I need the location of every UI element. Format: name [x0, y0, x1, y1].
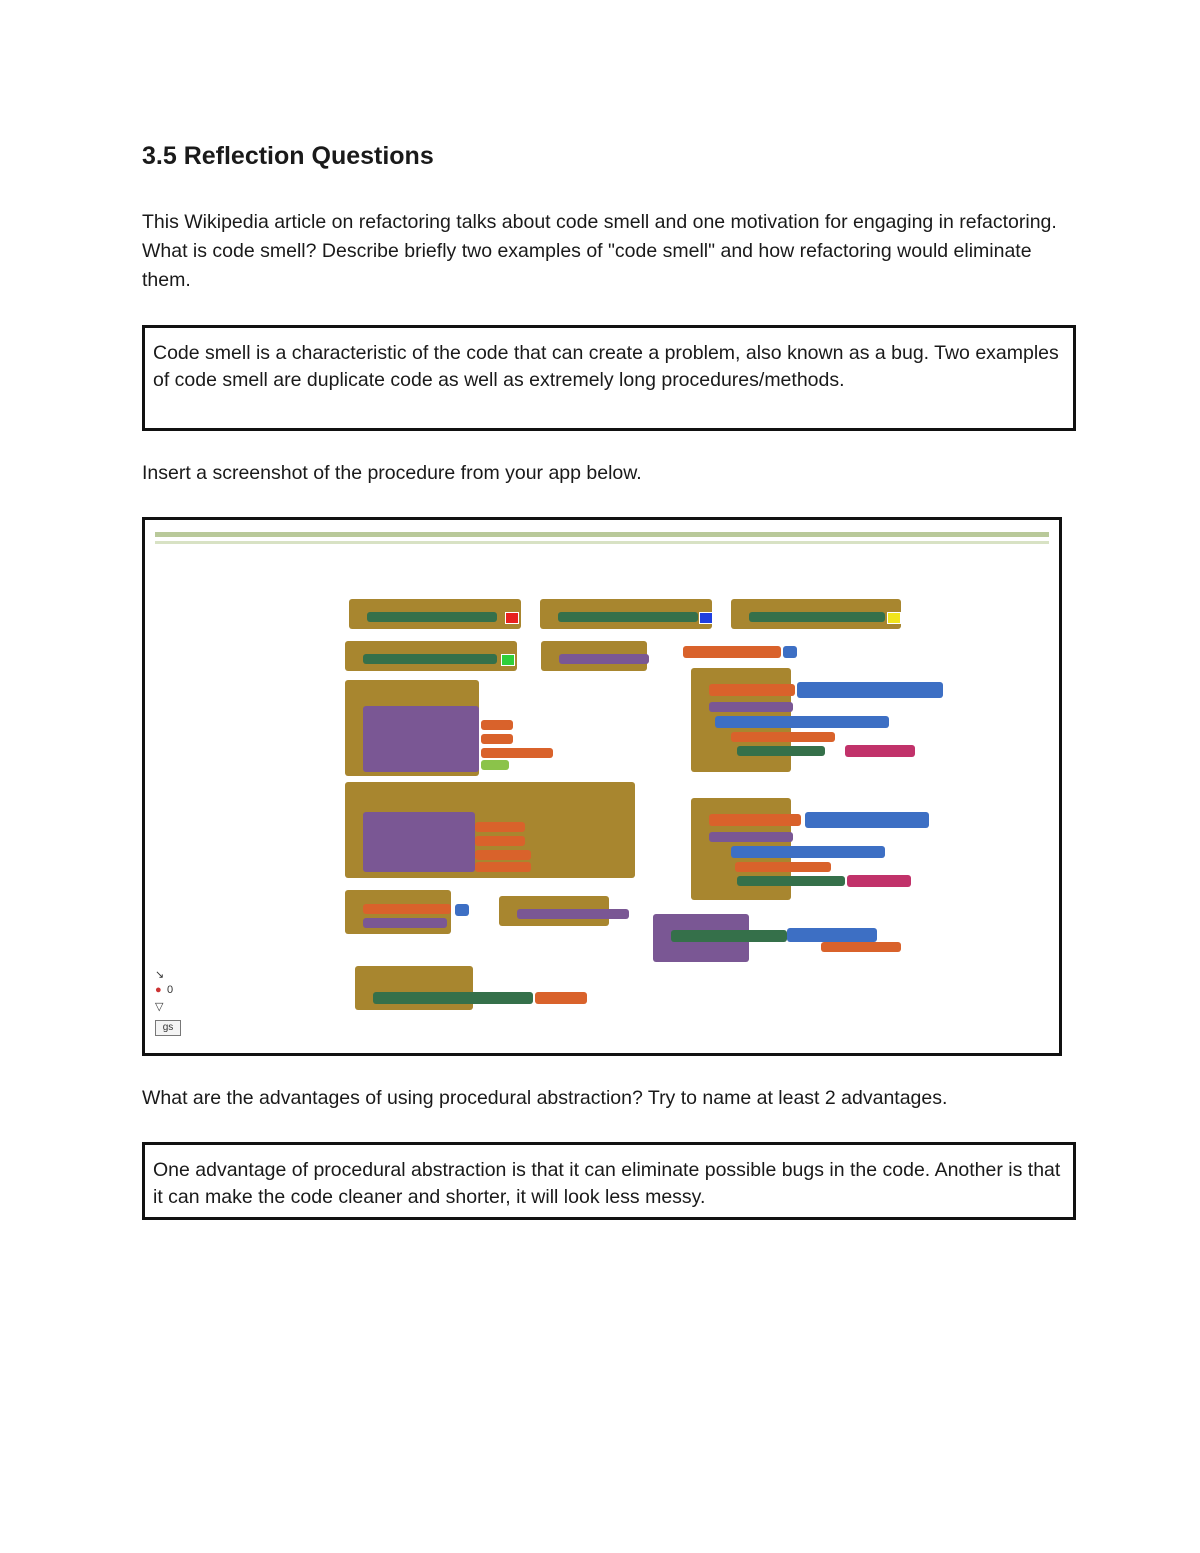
number-block — [783, 646, 797, 658]
set-paintcolor-block — [558, 612, 698, 622]
zoom-box: gs — [155, 1020, 181, 1036]
yellow-swatch — [887, 612, 901, 624]
draw-line-block — [363, 812, 475, 872]
set-global-dotsize-block — [363, 904, 451, 914]
answer-box-code-smell — [142, 325, 1076, 431]
set-global-block — [735, 862, 831, 872]
error-indicator-icon: ● — [155, 984, 162, 996]
initialize-global-block — [683, 646, 781, 658]
app-blocks-screenshot — [142, 517, 1062, 1056]
green-swatch — [501, 654, 515, 666]
answer-code-smell: Code smell is a characteristic of the code that can create a problem, also known as a bug. Two examples of code smell are duplicate code as well as extremely long procedures/methods. — [153, 342, 1059, 391]
question-code-smell: This Wikipedia article on refactoring talks about code smell and one motivation for engaging in refactoring. What is code smell? Describe briefly two examples of "code smell" and how refactoring would eliminate them. — [142, 211, 1057, 291]
set-paintcolor-block — [363, 654, 497, 664]
get-dotsize-block — [481, 748, 553, 758]
warning-indicator-icon: ▽ — [155, 1001, 164, 1013]
set-paintcolor-block — [367, 612, 497, 622]
error-count: 0 — [167, 984, 174, 996]
math-add-block — [797, 682, 943, 698]
set-global-block — [731, 732, 835, 742]
get-prevy-block — [475, 836, 525, 846]
answer-box-procedural-abstraction — [142, 1142, 1076, 1220]
pointer-icon: ↘ — [155, 969, 165, 981]
set-label-text-block — [737, 746, 825, 756]
take-picture-block — [517, 909, 629, 919]
text-string-block — [845, 745, 915, 757]
get-y-block — [481, 734, 513, 744]
get-x-block — [481, 720, 513, 730]
section-heading: 3.5 Reflection Questions — [142, 142, 434, 170]
if-compare-block — [715, 716, 889, 728]
get-global-dotsize-block — [821, 942, 901, 952]
draw-circle-block — [363, 706, 479, 772]
get-image-block — [535, 992, 587, 1004]
set-background-image-block — [373, 992, 533, 1004]
call-display-block — [363, 918, 447, 928]
math-subtract-block — [805, 812, 929, 828]
get-currentx-block — [475, 850, 531, 860]
true-block — [481, 760, 509, 770]
call-display-block — [709, 702, 793, 712]
set-global-dotsize-block — [709, 814, 801, 826]
set-label-text-block — [671, 930, 787, 942]
set-global-dotsize-block — [709, 684, 795, 696]
set-label-text-block — [737, 876, 845, 886]
workspace-top-bar — [155, 532, 1049, 537]
number-block — [455, 904, 469, 916]
answer-procedural-abstraction: One advantage of procedural abstraction is that it can eliminate possible bugs in the code. Another is that it can make the code cleaner and shorter, it will look less messy. — [153, 1159, 1061, 1208]
question-screenshot: Insert a screenshot of the procedure from your app below. — [142, 462, 642, 484]
red-swatch — [505, 612, 519, 624]
call-display-block — [709, 832, 793, 842]
blue-swatch — [699, 612, 713, 624]
question-procedural-abstraction: What are the advantages of using procedural abstraction? Try to name at least 2 advantages. — [142, 1087, 948, 1109]
canvas-clear-block — [559, 654, 649, 664]
workspace-top-bar-shadow — [155, 541, 1049, 544]
set-paintcolor-block — [749, 612, 885, 622]
if-compare-block — [731, 846, 885, 858]
get-currenty-block — [475, 862, 531, 872]
get-prevx-block — [475, 822, 525, 832]
text-string-block — [847, 875, 911, 887]
join-block — [787, 928, 877, 942]
